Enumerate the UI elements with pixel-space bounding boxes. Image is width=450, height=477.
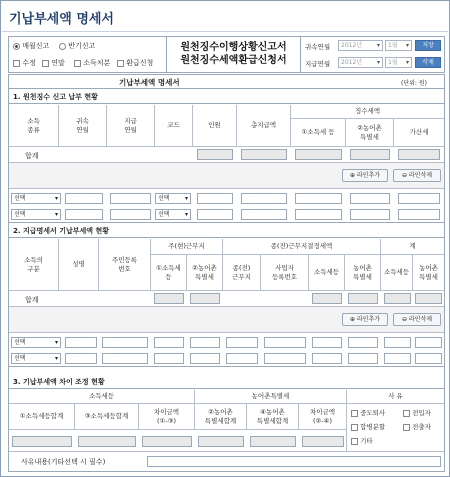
col-prev-work: 종(전)근무지결정세액 xyxy=(223,239,381,255)
page-title: 기납부세액 명세서 xyxy=(9,12,114,27)
col-name: 성명 xyxy=(59,239,99,291)
sec3-col-rural-diff: 차이금액 (②-④) xyxy=(299,404,347,430)
col-pay: 지급 연월 xyxy=(107,105,155,147)
row2-code-select[interactable]: 선택 ▾ xyxy=(155,209,191,220)
reason-other-checkbox[interactable]: 기타 xyxy=(351,436,373,445)
modify-checkbox[interactable]: 수정 xyxy=(13,58,36,68)
save-button[interactable]: 저장 xyxy=(415,40,441,51)
s2-row1-biz-no[interactable] xyxy=(264,337,306,348)
sec1-header xyxy=(9,105,444,147)
sec3-income-total-1 xyxy=(12,436,72,447)
unit-label: (단위: 원) xyxy=(401,80,427,87)
form-title-block xyxy=(167,37,301,72)
col-income-type: 소득 종류 xyxy=(9,105,59,147)
col-prev-income-tax: 소득세등 xyxy=(309,255,345,291)
s2-row1-main-tax[interactable] xyxy=(154,337,184,348)
s2-row2-rrn[interactable] xyxy=(102,353,148,364)
sec3-reason-header: 사 유 xyxy=(347,390,444,404)
sec1-rows xyxy=(9,189,444,223)
row2-people[interactable] xyxy=(197,209,233,220)
form-title-2: 원천징수세액환급신청서 xyxy=(180,55,287,66)
sec2-total-prev-tax xyxy=(312,293,342,304)
sec2-add-line-button[interactable]: ⊕ 라인추가 xyxy=(342,313,388,326)
row2-income-type-select[interactable]: 선택 ▾ xyxy=(11,209,61,220)
form-body xyxy=(8,74,445,472)
col-belong: 귀속 연월 xyxy=(59,105,107,147)
sec3-rural-total-4 xyxy=(250,436,296,447)
sec3-col-income-total-1: ①소득세등합계 xyxy=(9,404,75,430)
sec2-total-sum-tax xyxy=(384,293,411,304)
sec2-button-bar xyxy=(9,307,444,333)
income-disposal-checkbox[interactable]: 소득처분 xyxy=(74,58,110,68)
row1-pay[interactable] xyxy=(110,193,151,204)
col-prev-rural: 농어촌 특별세 xyxy=(345,255,381,291)
s2-row2-class-select[interactable]: 선택 ▾ xyxy=(11,353,61,364)
sec3-title: 3. 기납부세액 차이 조정 현황 xyxy=(9,375,444,389)
sec1-total-row xyxy=(9,147,444,163)
pay-label: 지급연월 xyxy=(305,60,331,68)
reason-early-leave-checkbox[interactable]: 중도퇴사 xyxy=(351,408,385,417)
sec3-table xyxy=(9,390,444,472)
sec2-total-row xyxy=(9,291,444,307)
col-rural: ②농어촌 특별세 xyxy=(346,119,394,147)
col-biz-no: 사업자 등록번호 xyxy=(261,255,309,291)
reason-merger-checkbox[interactable]: 합병분할 xyxy=(351,422,385,431)
sec1-button-bar xyxy=(9,163,444,189)
annual-checkbox[interactable]: 연말 xyxy=(42,58,65,68)
sec3-col-rural-total-2: ②농어촌 특별세합계 xyxy=(195,404,247,430)
s2-row1-class-select[interactable]: 선택 ▾ xyxy=(11,337,61,348)
col-sum-rural: 농어촌 특별세 xyxy=(413,255,444,291)
sec2-delete-line-button[interactable]: ⊖ 라인삭제 xyxy=(393,313,441,326)
row1-income-tax[interactable] xyxy=(295,193,342,204)
row1-belong[interactable] xyxy=(65,193,103,204)
form-title-1: 원천징수이행상황신고서 xyxy=(180,42,287,53)
s2-row1-sum-tax[interactable] xyxy=(384,337,411,348)
sec2-total-main-tax xyxy=(154,293,184,304)
belong-label: 귀속연월 xyxy=(305,43,331,51)
sec2-rows xyxy=(9,333,444,367)
reason-transfer-in-checkbox[interactable]: 전입자 xyxy=(403,408,431,417)
s2-row2-main-tax[interactable] xyxy=(154,353,184,364)
sec3-col-income-diff: 차이금액 (①-③) xyxy=(139,404,195,430)
s2-row2-name[interactable] xyxy=(65,353,97,364)
total-income-tax xyxy=(295,149,342,160)
row2-add-tax[interactable] xyxy=(398,209,440,220)
delete-button[interactable]: 삭제 xyxy=(415,57,441,68)
sec3-reason-options xyxy=(347,404,444,452)
sec3-input-row xyxy=(9,430,347,452)
sec2-total-main-rural xyxy=(190,293,220,304)
row2-pay[interactable] xyxy=(110,209,151,220)
row1-add-tax[interactable] xyxy=(398,193,440,204)
col-main-rural: ②농어촌 특별세 xyxy=(187,255,223,291)
half-radio[interactable]: 반기신고 xyxy=(59,41,95,51)
s2-row1-sum-rural[interactable] xyxy=(415,337,442,348)
sec3-income-total-3 xyxy=(78,436,136,447)
belong-month-select[interactable]: 1월 ▾ xyxy=(385,40,412,51)
s2-row2-main-rural[interactable] xyxy=(190,353,220,364)
sec3-memo-input[interactable] xyxy=(147,456,441,467)
form-title-row xyxy=(9,75,444,89)
belong-year-select[interactable]: 2012년 ▾ xyxy=(338,40,383,51)
sec3-col-income-total-3: ③소득세등합계 xyxy=(75,404,139,430)
row1-income-type-select[interactable]: 선택 ▾ xyxy=(11,193,61,204)
row1-total[interactable] xyxy=(241,193,287,204)
row2-total[interactable] xyxy=(241,209,287,220)
s2-row2-prev-work[interactable] xyxy=(226,353,258,364)
total-rural xyxy=(350,149,390,160)
s2-row1-prev-work[interactable] xyxy=(226,337,258,348)
sec2-title: 2. 지급명세서 기납부세액 현황 xyxy=(9,224,444,238)
sec3-rural-diff xyxy=(302,436,344,447)
s2-row2-biz-no[interactable] xyxy=(264,353,306,364)
title-bar xyxy=(2,2,448,32)
pay-month-select[interactable]: 1월 ▾ xyxy=(385,57,412,68)
col-people: 인원 xyxy=(193,105,237,147)
row2-income-tax[interactable] xyxy=(295,209,342,220)
s2-row2-prev-rural[interactable] xyxy=(348,353,378,364)
col-rrn: 주민등록 번호 xyxy=(99,239,151,291)
col-code: 코드 xyxy=(155,105,193,147)
row2-rural[interactable] xyxy=(350,209,390,220)
col-income-class: 소득의 구분 xyxy=(9,239,59,291)
sec3-rural-total-2 xyxy=(198,436,244,447)
sec1-total-label: 합계 xyxy=(25,152,39,160)
col-total: 총지급액 xyxy=(237,105,291,147)
row1-rural[interactable] xyxy=(350,193,390,204)
report-header xyxy=(8,36,445,73)
sec3-income-tax-header: 소득세등 xyxy=(9,390,195,404)
total-pay xyxy=(241,149,287,160)
sec1-add-line-button[interactable]: ⊕ 라인추가 xyxy=(342,169,388,182)
col-prev-work-name: 종(전) 근무지 xyxy=(223,255,261,291)
sec3-memo-label: 사유내용(기타선택 시 필수) xyxy=(21,458,106,466)
sec2-total-label: 합계 xyxy=(25,296,39,304)
s2-row2-sum-rural[interactable] xyxy=(415,353,442,364)
sec3-memo-row xyxy=(9,452,444,470)
col-sum-income-tax: 소득세등 xyxy=(381,255,413,291)
s2-row2-sum-tax[interactable] xyxy=(384,353,411,364)
reason-transfer-out-checkbox[interactable]: 전출자 xyxy=(403,422,431,431)
col-tax: 징수세액 xyxy=(291,105,444,119)
row2-belong[interactable] xyxy=(65,209,103,220)
refund-checkbox[interactable]: 환급신청 xyxy=(117,58,153,68)
sec2-total-prev-rural xyxy=(348,293,378,304)
total-add-tax xyxy=(398,149,440,160)
form-title: 기납부세액 명세서 xyxy=(119,78,180,87)
monthly-radio[interactable]: 매월신고 xyxy=(13,41,49,51)
col-main-income-tax: ①소득세 등 xyxy=(151,255,187,291)
report-options xyxy=(9,37,167,72)
col-income-tax: ①소득세 등 xyxy=(291,119,346,147)
sec2-total-sum-rural xyxy=(415,293,442,304)
sec1-delete-line-button[interactable]: ⊖ 라인삭제 xyxy=(393,169,441,182)
sec3-rural-header: 농어촌특별세 xyxy=(195,390,347,404)
s2-row2-prev-tax[interactable] xyxy=(312,353,342,364)
total-people xyxy=(197,149,233,160)
sec2-header xyxy=(9,239,444,291)
pay-year-select[interactable]: 2012년 ▾ xyxy=(338,57,383,68)
s2-row1-prev-tax[interactable] xyxy=(312,337,342,348)
s2-row1-rrn[interactable] xyxy=(102,337,148,348)
s2-row1-name[interactable] xyxy=(65,337,97,348)
row1-people[interactable] xyxy=(197,193,233,204)
col-main-work: 주(현)근무지 xyxy=(151,239,223,255)
sec1-title: 1. 원천징수 신고 납부 현황 xyxy=(9,90,444,104)
s2-row1-main-rural[interactable] xyxy=(190,337,220,348)
col-sum: 계 xyxy=(381,239,444,255)
period-block xyxy=(301,37,444,72)
sec3-col-rural-total-4: ④농어촌 특별세합계 xyxy=(247,404,299,430)
sec3-income-diff xyxy=(142,436,192,447)
s2-row1-prev-rural[interactable] xyxy=(348,337,378,348)
row1-code-select[interactable]: 선택 ▾ xyxy=(155,193,191,204)
col-add-tax: 가산세 xyxy=(394,119,444,147)
